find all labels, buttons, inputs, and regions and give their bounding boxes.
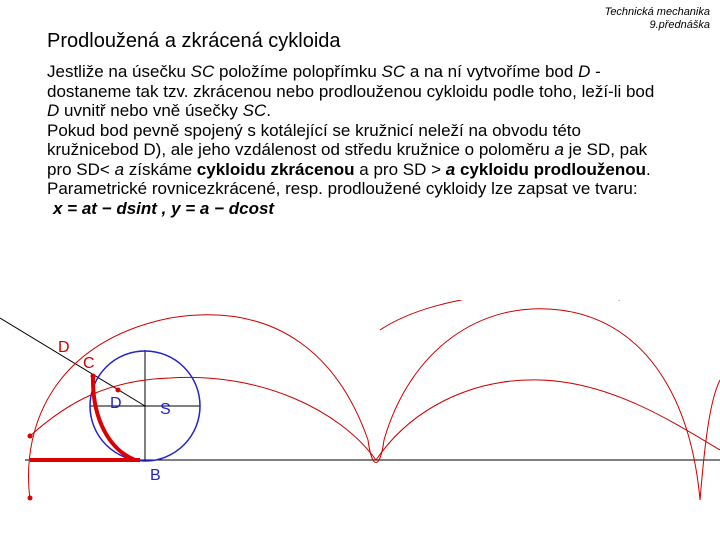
segment-sc: SC: [190, 62, 215, 81]
page-title: Prodloužená a zkrácená cykloida: [47, 30, 341, 52]
paragraph-2: [47, 121, 667, 180]
label-c: C: [83, 355, 95, 372]
point-marker: [28, 434, 33, 439]
body-text: [47, 62, 667, 218]
var-a: a: [445, 159, 456, 179]
point-d: D: [47, 101, 60, 120]
term-shortened-cycloid: cykloidu zkrácenou: [196, 159, 355, 179]
point-marker: [91, 374, 96, 379]
label-s: S: [160, 401, 171, 418]
prolonged-cycloid: [29, 309, 720, 500]
segment-sc: SC: [381, 62, 406, 81]
course-name: Technická mechanika: [604, 6, 710, 18]
text-run: Pokud bod pevně spojený s kotálející se kružnicí neleží na obvodu této kružnicebod D), ale jeho vzdálenost od středu kružnice o poloměru: [47, 120, 581, 159]
term-prolonged-cycloid: cykloidu prodlouženou: [459, 159, 647, 179]
segment-sc: SC: [242, 101, 267, 120]
paragraph-1: [47, 62, 667, 121]
point-d: D: [578, 62, 591, 81]
text-run: Jestliže na úsečku: [47, 62, 191, 81]
text-run: uvnitř nebo vně úsečky: [59, 101, 243, 120]
text-run: a pro SD >: [354, 159, 446, 179]
text-run: získáme: [124, 159, 197, 179]
shortened-cycloid: [30, 377, 720, 460]
text-run: a na ní vytvoříme bod: [405, 62, 579, 81]
label-b: B: [150, 467, 161, 484]
paragraph-3: Parametrické rovnicezkrácené, resp. prodloužené cykloidy lze zapsat ve tvaru:: [47, 179, 638, 198]
point-marker: [116, 388, 121, 393]
text-run: .: [266, 101, 271, 120]
var-a: a: [114, 159, 125, 179]
text-run: položíme polopřímku: [214, 62, 382, 81]
text-run: - dostaneme tak tzv. zkrácenou nebo prodlouženou cykloidu podle toho, leží-li bod: [47, 62, 655, 101]
header-note: [605, 6, 710, 32]
text-run: je SD, pak pro SD<: [47, 140, 648, 179]
parametric-formula: x = at − dsint , y = a − dcost: [53, 198, 275, 218]
cycloid-figure: [0, 300, 720, 540]
label-d-outer: D: [58, 339, 70, 356]
construction-ray: [0, 318, 145, 406]
highlighted-arc: [93, 376, 135, 460]
point-marker: [28, 496, 33, 501]
var-a: a: [554, 140, 564, 159]
label-d-inner: D: [110, 395, 122, 412]
lecture-number: 9.přednáška: [649, 19, 710, 31]
text-run: .: [646, 159, 651, 179]
